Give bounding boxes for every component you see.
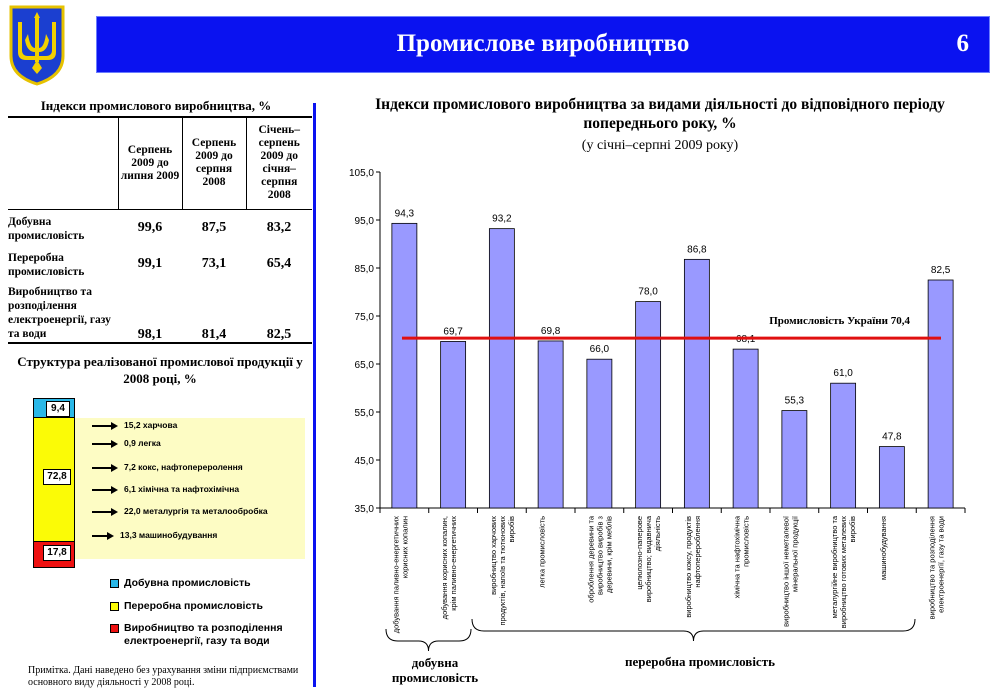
reference-line-label: Промисловість України 70,4 <box>769 315 910 328</box>
segment-mining-value: 9,4 <box>46 401 70 417</box>
breakdown-item: 15,2 харчова <box>124 420 178 430</box>
index-table-col-header: Серпень 2009 до серпня 2008 <box>182 117 246 209</box>
row-value: 83,2 <box>266 220 292 236</box>
bar-value-label: 93,2 <box>492 213 512 225</box>
row-name: Переробна промисловість <box>8 252 85 278</box>
brace-processing <box>472 619 915 641</box>
bar-value-label: 61,0 <box>833 368 853 380</box>
bar-value-label: 66,0 <box>589 344 610 356</box>
y-tick-label: 105,0 <box>348 168 374 179</box>
index-table-title: Індекси промислового виробництва, % <box>40 98 272 113</box>
structure-title: Структура реалізованої промислової продукції у 2008 році, % <box>17 354 303 386</box>
breakdown-item: 13,3 машинобудування <box>120 530 218 540</box>
y-tick-label: 55,0 <box>354 408 374 419</box>
segment-energy-value: 17,8 <box>43 545 71 561</box>
breakdown-item: 6,1 хімічна та нафтохімічна <box>124 484 240 494</box>
bar <box>928 280 953 508</box>
bar-value-label: 55,3 <box>784 395 805 407</box>
segment-processing-value: 72,8 <box>43 469 71 485</box>
bar <box>733 349 758 508</box>
x-category-label: виробництво коксу, продуктівнафтоперероблення <box>683 516 702 618</box>
x-category-label: легка промисловість <box>537 516 547 588</box>
row-name: Виробництво та розподілення електроенергії, газу та води <box>8 281 118 343</box>
page-number: 6 <box>956 30 969 57</box>
bar <box>831 383 856 508</box>
bar-value-label: 47,8 <box>882 431 902 443</box>
x-category-label: машинобудування <box>878 516 888 581</box>
row-value: 65,4 <box>266 256 292 271</box>
row-value: 99,6 <box>137 220 163 236</box>
legend-label-mining: Добувна промисловість <box>124 577 251 589</box>
bar-value-label: 94,3 <box>394 208 415 220</box>
x-category-label: виробництво та розподіленняелектроенергії, газу та води <box>927 516 946 620</box>
row-value: 73,1 <box>201 256 227 271</box>
bar <box>587 359 612 508</box>
index-table-col-header: Серпень 2009 до липня 2009 <box>118 117 182 209</box>
group-label-processing: переробна промисловість <box>625 654 775 669</box>
bar-value-label: 69,8 <box>540 325 561 337</box>
footnote: Примітка. Дані наведено без урахування зміни підприємствами основного виду діяльності у 2008 році. <box>28 665 299 688</box>
x-category-label: целюлозно-паперовевиробництво; видавничадіяльність <box>635 516 663 603</box>
row-value: 81,4 <box>182 281 246 343</box>
group-label-mining: добувна промисловість <box>391 655 479 685</box>
y-tick-label: 75,0 <box>354 312 374 323</box>
bar <box>879 447 904 508</box>
row-value: 82,5 <box>246 281 312 343</box>
x-category-label: виробництво іншої неметалевоїмінеральної продукції <box>781 516 800 627</box>
breakdown-item: 0,9 легка <box>124 438 161 448</box>
y-tick-label: 45,0 <box>354 456 374 467</box>
chart-title: Індекси промислового виробництва за видами діяльності до відповідного періоду попереднього року, % <box>375 96 945 132</box>
row-name: Добувна промисловість <box>8 216 85 243</box>
bar-value-label: 86,8 <box>687 244 707 256</box>
x-category-label: оброблення деревини тавиробництво виробів здеревини, крім меблів <box>586 516 614 603</box>
bar <box>538 341 563 508</box>
bar <box>782 411 807 508</box>
row-value: 87,5 <box>201 220 227 236</box>
bar-value-label: 69,7 <box>443 326 463 338</box>
x-category-label: хімічна та нафтохімічнапромисловість <box>732 516 751 599</box>
legend-label-processing: Переробна промисловість <box>124 600 263 612</box>
legend-label-energy: Виробництво та розподілення електроенергії, газу та води <box>124 622 283 647</box>
bar-value-label: 82,5 <box>930 265 951 276</box>
breakdown-item: 22,0 металургія та металообробка <box>124 506 268 516</box>
index-table-col-header: Січень–серпень 2009 до січня–серпня 2008 <box>246 117 312 209</box>
x-category-label: добування корисних копалин,крім паливно-енергетичних <box>440 516 459 620</box>
bar <box>441 341 466 508</box>
y-tick-label: 65,0 <box>354 360 374 371</box>
breakdown-item: 7,2 кокс, нафтопереролення <box>124 462 243 472</box>
bar-value-label: 68,1 <box>735 334 756 346</box>
bar <box>392 223 417 508</box>
chart-subtitle: (у січні–серпні 2009 року) <box>581 138 739 153</box>
y-tick-label: 85,0 <box>354 264 374 275</box>
x-category-label: добування паливно-енергетичнихкорисних копалин <box>391 516 410 634</box>
bar-value-label: 78,0 <box>638 286 658 298</box>
y-tick-label: 95,0 <box>354 216 374 227</box>
bar <box>636 302 661 508</box>
x-category-label: металургійне виробництво тавиробництво готових металевихвиробів <box>830 516 858 629</box>
x-category-label: виробництво харчовихпродуктів, напоїв та тютюновихвиробів <box>488 516 516 626</box>
row-value: 98,1 <box>118 281 182 343</box>
page-title: Промислове виробництво <box>396 30 690 57</box>
bar <box>684 259 709 508</box>
row-value: 99,1 <box>137 256 163 271</box>
bar <box>489 229 514 508</box>
y-tick-label: 35,0 <box>354 504 374 515</box>
